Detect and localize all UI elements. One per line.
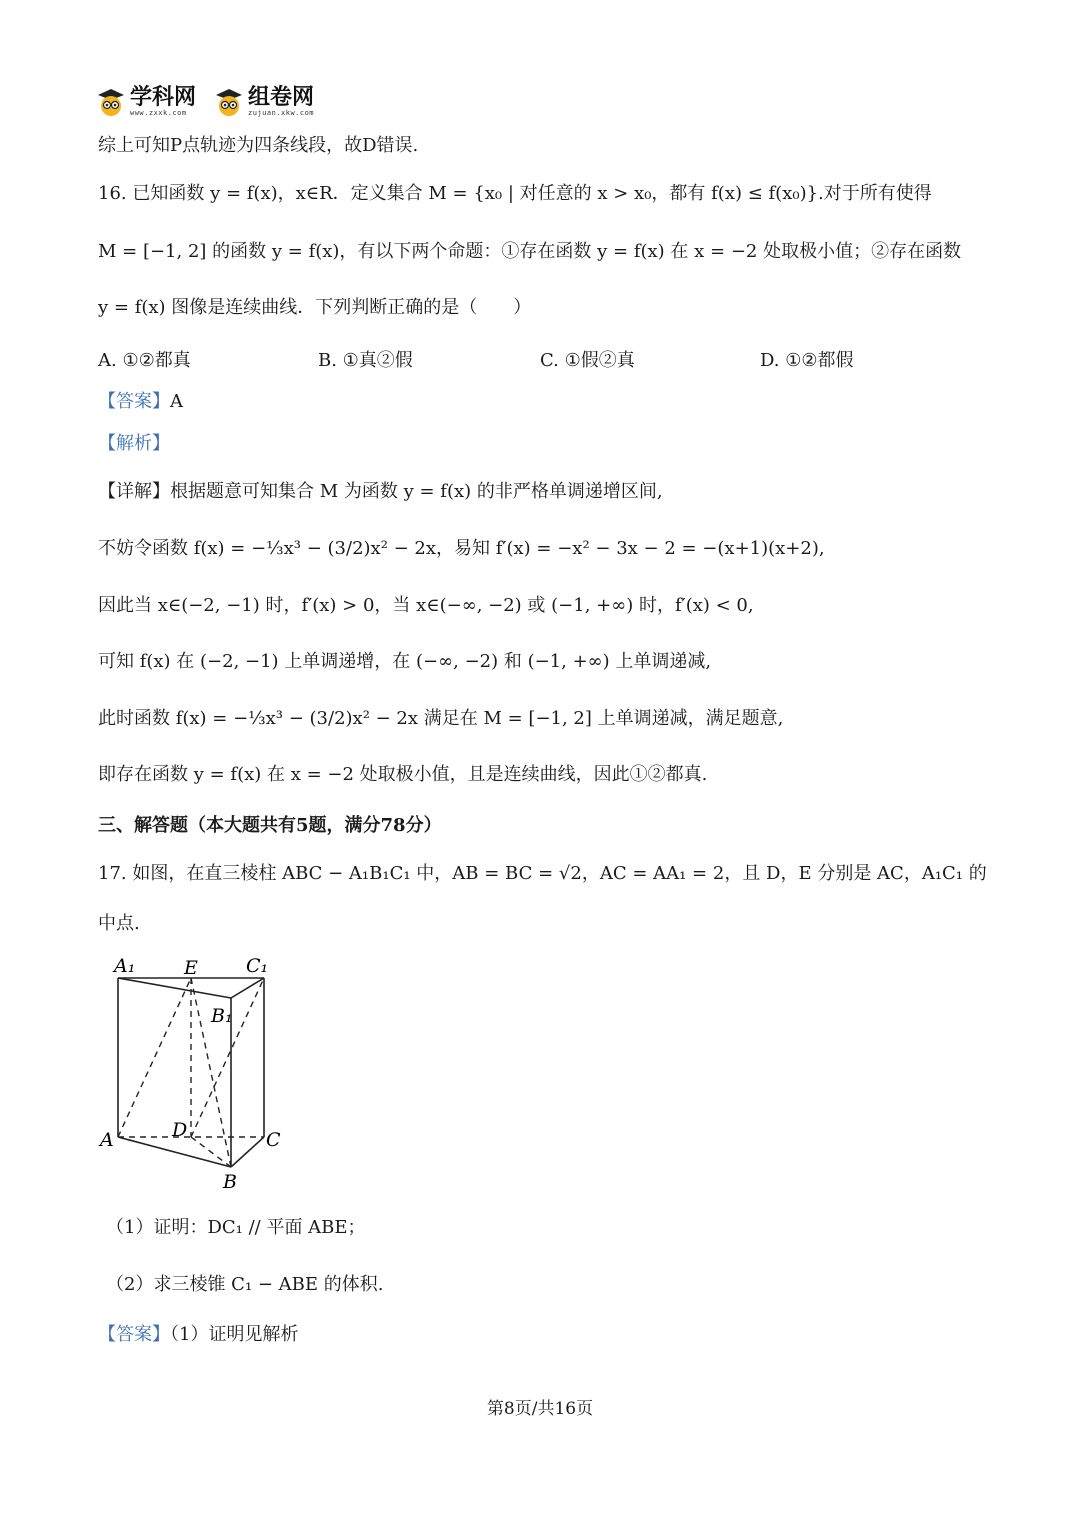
edge-b1c1 [231,978,264,998]
logo-zxxk [96,87,196,117]
section-heading: 三、解答题（本大题共有5题，满分78分） [98,815,442,836]
label-d: D [172,1119,188,1141]
option-d: D. ①②都假 [760,350,854,371]
q16-stem-line3: y = f(x) 图像是连续曲线．下列判断正确的是（ ） [98,297,532,318]
detail-line3: 因此当 x∈(−2, −1) 时，f′(x) > 0，当 x∈(−∞, −2) 或 (−1, +∞) 时，f′(x) < 0, [98,595,754,616]
detail-line5: 此时函数 f(x) = −⅓x³ − (3/2)x² − 2x 满足在 M = [−1, 2] 上单调递减，满足题意, [98,708,784,729]
label-b1: B₁ [211,1005,233,1027]
analysis-tag: 【解析】 [98,433,170,454]
page-number: 第8页/共16页 [486,1399,594,1419]
option-b: B. ①真②假 [318,350,413,371]
edge-ab [118,1137,231,1167]
answer17-line [98,1323,298,1347]
edge-dc1 [191,978,264,1137]
q17-stem-line2: 中点. [98,913,140,934]
answer17-tag: 【答案】 [98,1324,170,1345]
q17-part2: （2）求三棱锥 C₁ − ABE 的体积. [106,1274,384,1295]
q16-stem-line2: M = [−1, 2] 的函数 y = f(x)，有以下两个命题：①存在函数 y = f(x) 在 x = −2 处取极小值；②存在函数 [98,241,962,262]
header-logos [96,80,314,124]
detail-line2: 不妨令函数 f(x) = −⅓x³ − (3/2)x² − 2x，易知 f′(x) = −x² − 3x − 2 = −(x+1)(x+2), [98,538,825,559]
option-a: A. ①②都真 [98,350,191,371]
answer-line [98,390,183,414]
owl-icon [214,87,244,117]
edge-ae [118,978,191,1137]
answer17-value: （1）证明见解析 [170,1324,299,1345]
owl-icon [96,87,126,117]
logo-text: 学科网 [130,85,197,110]
detail-line1: 【详解】根据题意可知集合 M 为函数 y = f(x) 的非严格单调递增区间, [98,481,663,502]
q17-stem-line1: 17. 如图，在直三棱柱 ABC − A₁B₁C₁ 中，AB = BC = √2，AC = AA₁ = 2，且 D，E 分别是 AC，A₁C₁ 的 [98,863,987,884]
logo-text: 组卷网 [248,85,315,110]
label-b: B [223,1171,237,1193]
option-c: C. ①假②真 [540,350,635,371]
label-a1: A₁ [114,955,136,977]
label-c: C [266,1129,281,1151]
label-a: A [100,1129,114,1151]
logo-url: zujuan.xkw.com [248,109,315,117]
q17-part1: （1）证明：DC₁ // 平面 ABE； [106,1217,366,1238]
edge-bc [231,1137,264,1167]
detail-line4: 可知 f(x) 在 (−2, −1) 上单调递增，在 (−∞, −2) 和 (−1, +∞) 上单调递减, [98,651,712,672]
label-e: E [184,957,198,979]
prism-figure [96,950,316,1195]
answer-value: A [170,391,183,412]
answer-tag: 【答案】 [98,391,170,412]
q16-stem-line1: 16. 已知函数 y = f(x)，x∈R．定义集合 M = {x₀ | 对任意的 x > x₀，都有 f(x) ≤ f(x₀)}.对于所有使得 [98,183,932,204]
conclusion-line: 综上可知P点轨迹为四条线段，故D错误. [98,135,419,156]
logo-url: www.zxxk.com [130,109,187,117]
detail-line6: 即存在函数 y = f(x) 在 x = −2 处取极小值，且是连续曲线，因此①②都真. [98,764,708,785]
logo-zujuan [214,87,314,117]
label-c1: C₁ [246,955,269,977]
edge-a1b1 [118,978,231,998]
